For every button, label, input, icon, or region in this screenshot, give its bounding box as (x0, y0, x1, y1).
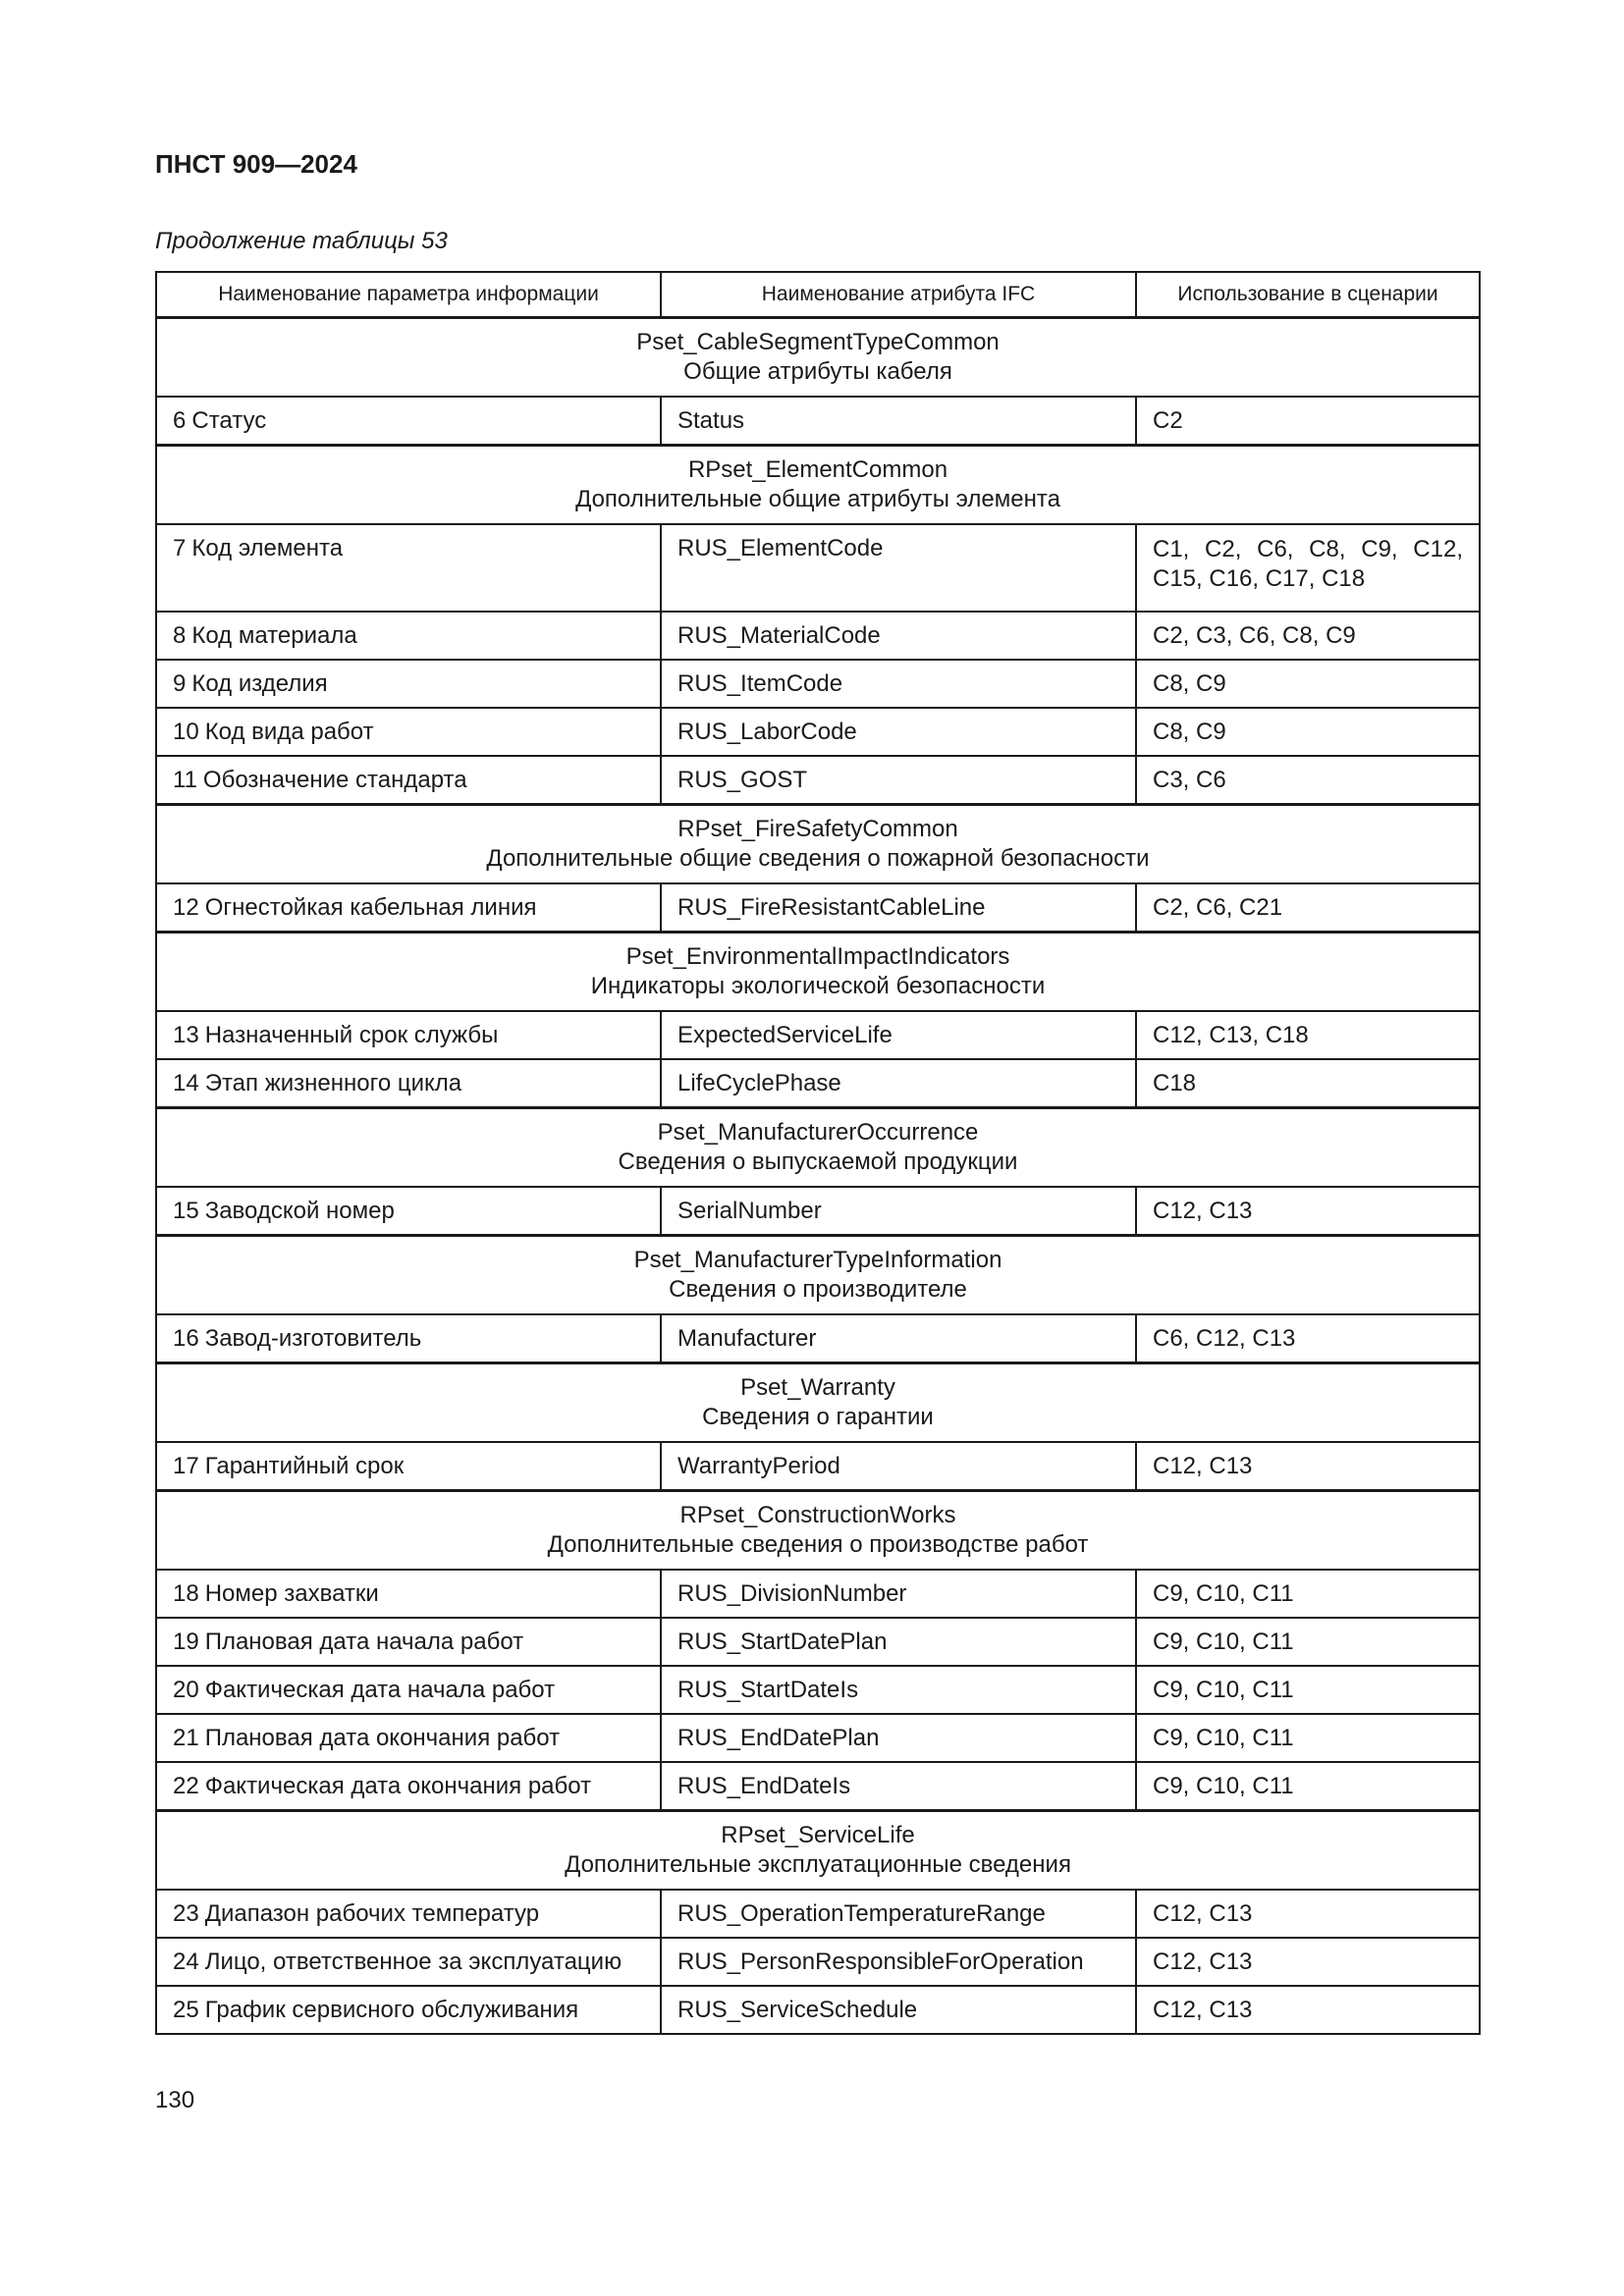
usage-cell: C3, C6 (1136, 756, 1480, 805)
ifc-attribute-cell: RUS_LaborCode (661, 708, 1136, 756)
section-header-row (156, 1363, 1480, 1443)
row-number: 20 (173, 1676, 199, 1703)
usage-cell: C12, C13, C18 (1136, 1011, 1480, 1059)
usage-cell: C2, C6, C21 (1136, 883, 1480, 933)
section-title: RPset_ElementCommon (687, 456, 948, 483)
table-header-row (156, 272, 1480, 318)
parameter-name: Плановая дата окончания работ (204, 1724, 561, 1751)
parameter-name: Диапазон рабочих температур (204, 1899, 540, 1927)
page-number: 130 (155, 2087, 195, 2113)
row-number: 17 (173, 1452, 199, 1479)
usage-cell: C9, C10, C11 (1136, 1666, 1480, 1714)
section-header-row (156, 1236, 1480, 1315)
usage-cell: C1, C2, C6, C8, C9, C12, C15, C16, C17, C18 (1136, 524, 1480, 612)
row-number: 21 (173, 1724, 199, 1751)
usage-cell: C18 (1136, 1059, 1480, 1108)
section-title: RPset_ServiceLife (721, 1822, 915, 1848)
ifc-attribute-cell: RUS_OperationTemperatureRange (661, 1890, 1136, 1938)
ifc-attribute-cell: RUS_ItemCode (661, 660, 1136, 708)
row-number: 11 (173, 766, 197, 793)
row-number: 24 (173, 1948, 199, 1975)
parameter-cell (156, 1986, 661, 2034)
parameter-cell (156, 612, 661, 660)
section-subtitle: Дополнительные общие атрибуты элемента (575, 486, 1060, 512)
table-row (156, 612, 1480, 660)
section-title: RPset_ConstructionWorks (679, 1502, 956, 1528)
section-header (156, 1491, 1480, 1571)
section-title: RPset_FireSafetyCommon (677, 816, 958, 842)
parameter-cell (156, 1618, 661, 1666)
section-header (156, 805, 1480, 884)
parameter-cell (156, 1938, 661, 1986)
parameter-cell (156, 1442, 661, 1491)
row-number: 8 (173, 621, 187, 649)
ifc-attribute-cell: RUS_DivisionNumber (661, 1570, 1136, 1618)
ifc-attribute-cell: SerialNumber (661, 1187, 1136, 1236)
parameter-cell (156, 1890, 661, 1938)
ifc-attribute-cell: RUS_GOST (661, 756, 1136, 805)
table-row (156, 1187, 1480, 1236)
parameter-name: Плановая дата начала работ (204, 1628, 524, 1655)
parameter-cell (156, 1666, 661, 1714)
table-row (156, 1666, 1480, 1714)
row-number: 9 (173, 669, 187, 697)
row-number: 6 (173, 406, 187, 434)
parameter-name: Завод-изготовитель (204, 1324, 422, 1352)
ifc-attribute-cell: ExpectedServiceLife (661, 1011, 1136, 1059)
parameter-cell (156, 1059, 661, 1108)
row-number: 25 (173, 1996, 199, 2023)
row-number: 16 (173, 1324, 199, 1352)
parameter-cell (156, 756, 661, 805)
parameter-name: Этап жизненного цикла (204, 1069, 462, 1096)
ifc-attribute-cell: RUS_StartDatePlan (661, 1618, 1136, 1666)
section-header-row (156, 933, 1480, 1012)
table-row (156, 756, 1480, 805)
section-header (156, 318, 1480, 398)
parameter-name: Фактическая дата начала работ (204, 1676, 556, 1703)
section-header-row (156, 318, 1480, 398)
table-row (156, 883, 1480, 933)
parameter-cell (156, 883, 661, 933)
parameter-name: Лицо, ответственное за эксплуатацию (204, 1948, 623, 1975)
table-row (156, 524, 1480, 612)
parameter-cell (156, 1762, 661, 1811)
parameter-name: Фактическая дата окончания работ (204, 1772, 592, 1799)
parameter-cell (156, 1314, 661, 1363)
table-row (156, 708, 1480, 756)
parameter-cell (156, 1714, 661, 1762)
section-title: Pset_CableSegmentTypeCommon (636, 329, 1000, 355)
section-subtitle: Дополнительные сведения о производстве работ (547, 1531, 1089, 1558)
ifc-attribute-cell: RUS_EndDateIs (661, 1762, 1136, 1811)
parameter-name: Гарантийный срок (204, 1452, 405, 1479)
parameter-cell (156, 1011, 661, 1059)
parameters-table (155, 271, 1481, 2035)
parameter-cell (156, 660, 661, 708)
ifc-attribute-cell: Status (661, 397, 1136, 446)
section-subtitle: Общие атрибуты кабеля (683, 358, 952, 385)
section-header (156, 446, 1480, 525)
parameter-name: Статус (191, 406, 267, 434)
section-header-row (156, 1811, 1480, 1891)
usage-cell: C12, C13 (1136, 1986, 1480, 2034)
parameter-name: Обозначение стандарта (202, 766, 467, 793)
ifc-attribute-cell: LifeCyclePhase (661, 1059, 1136, 1108)
section-header-row (156, 446, 1480, 525)
row-number: 14 (173, 1069, 199, 1096)
usage-cell: C12, C13 (1136, 1938, 1480, 1986)
ifc-attribute-cell: RUS_StartDateIs (661, 1666, 1136, 1714)
section-header (156, 1236, 1480, 1315)
ifc-attribute-cell: WarrantyPeriod (661, 1442, 1136, 1491)
row-number: 12 (173, 893, 199, 921)
parameter-name: Код вида работ (204, 718, 374, 745)
usage-cell: C2, C3, C6, C8, C9 (1136, 612, 1480, 660)
parameter-cell (156, 1187, 661, 1236)
section-subtitle: Индикаторы экологической безопасности (590, 973, 1046, 999)
ifc-attribute-cell: RUS_MaterialCode (661, 612, 1136, 660)
usage-cell: C8, C9 (1136, 708, 1480, 756)
section-header-row (156, 805, 1480, 884)
parameter-cell (156, 397, 661, 446)
section-header-row (156, 1491, 1480, 1571)
table-row (156, 397, 1480, 446)
section-header-row (156, 1108, 1480, 1188)
table-row (156, 1618, 1480, 1666)
row-number: 18 (173, 1579, 199, 1607)
parameter-name: Код элемента (191, 535, 344, 561)
usage-cell: C12, C13 (1136, 1187, 1480, 1236)
column-header-usage: Использование в сценарии (1136, 272, 1480, 318)
table-row (156, 1314, 1480, 1363)
usage-cell: C12, C13 (1136, 1442, 1480, 1491)
usage-cell: C9, C10, C11 (1136, 1570, 1480, 1618)
document-code: ПНСТ 909—2024 (155, 149, 357, 179)
section-header (156, 1363, 1480, 1443)
table-row (156, 1762, 1480, 1811)
usage-cell: C6, C12, C13 (1136, 1314, 1480, 1363)
parameter-name: Огнестойкая кабельная линия (204, 893, 537, 921)
row-number: 15 (173, 1197, 199, 1224)
row-number: 10 (173, 718, 199, 745)
section-subtitle: Дополнительные общие сведения о пожарной безопасности (486, 845, 1150, 872)
row-number: 23 (173, 1899, 199, 1927)
parameter-cell (156, 524, 661, 612)
table-row (156, 1938, 1480, 1986)
parameter-cell (156, 1570, 661, 1618)
ifc-attribute-cell: RUS_PersonResponsibleForOperation (661, 1938, 1136, 1986)
parameter-name: Назначенный срок службы (204, 1021, 499, 1048)
section-header (156, 933, 1480, 1012)
parameter-name: График сервисного обслуживания (204, 1996, 579, 2023)
table-row (156, 1890, 1480, 1938)
usage-cell: C9, C10, C11 (1136, 1762, 1480, 1811)
table-row (156, 660, 1480, 708)
table-row (156, 1986, 1480, 2034)
section-subtitle: Сведения о производителе (669, 1276, 967, 1303)
ifc-attribute-cell: RUS_ServiceSchedule (661, 1986, 1136, 2034)
usage-cell: C8, C9 (1136, 660, 1480, 708)
ifc-attribute-cell: RUS_EndDatePlan (661, 1714, 1136, 1762)
section-title: Pset_ManufacturerOccurrence (657, 1119, 979, 1146)
usage-cell: C9, C10, C11 (1136, 1618, 1480, 1666)
parameter-name: Код материала (191, 621, 357, 649)
table-row (156, 1059, 1480, 1108)
section-title: Pset_Warranty (740, 1374, 895, 1401)
table-row (156, 1714, 1480, 1762)
table-row (156, 1011, 1480, 1059)
section-subtitle: Дополнительные эксплуатационные сведения (565, 1851, 1071, 1878)
section-subtitle: Сведения о выпускаемой продукции (618, 1148, 1018, 1175)
ifc-attribute-cell: RUS_ElementCode (661, 524, 1136, 612)
section-title: Pset_ManufacturerTypeInformation (633, 1247, 1002, 1273)
row-number: 19 (173, 1628, 199, 1655)
ifc-attribute-cell: Manufacturer (661, 1314, 1136, 1363)
section-header (156, 1108, 1480, 1188)
section-subtitle: Сведения о гарантии (702, 1404, 934, 1430)
table-row (156, 1442, 1480, 1491)
parameter-name: Заводской номер (204, 1197, 395, 1224)
table-row (156, 1570, 1480, 1618)
ifc-attribute-cell: RUS_FireResistantCableLine (661, 883, 1136, 933)
usage-cell: C2 (1136, 397, 1480, 446)
usage-cell: C12, C13 (1136, 1890, 1480, 1938)
section-title: Pset_EnvironmentalImpactIndicators (625, 943, 1010, 970)
table-body (156, 318, 1480, 2035)
usage-cell: C9, C10, C11 (1136, 1714, 1480, 1762)
row-number: 7 (173, 535, 187, 561)
column-header-parameter: Наименование параметра информации (156, 272, 661, 318)
parameter-name: Номер захватки (204, 1579, 379, 1607)
parameter-cell (156, 708, 661, 756)
parameter-name: Код изделия (191, 669, 328, 697)
column-header-ifc-attribute: Наименование атрибута IFC (661, 272, 1136, 318)
row-number: 13 (173, 1021, 199, 1048)
table-caption: Продолжение таблицы 53 (155, 228, 448, 254)
row-number: 22 (173, 1772, 199, 1799)
section-header (156, 1811, 1480, 1891)
